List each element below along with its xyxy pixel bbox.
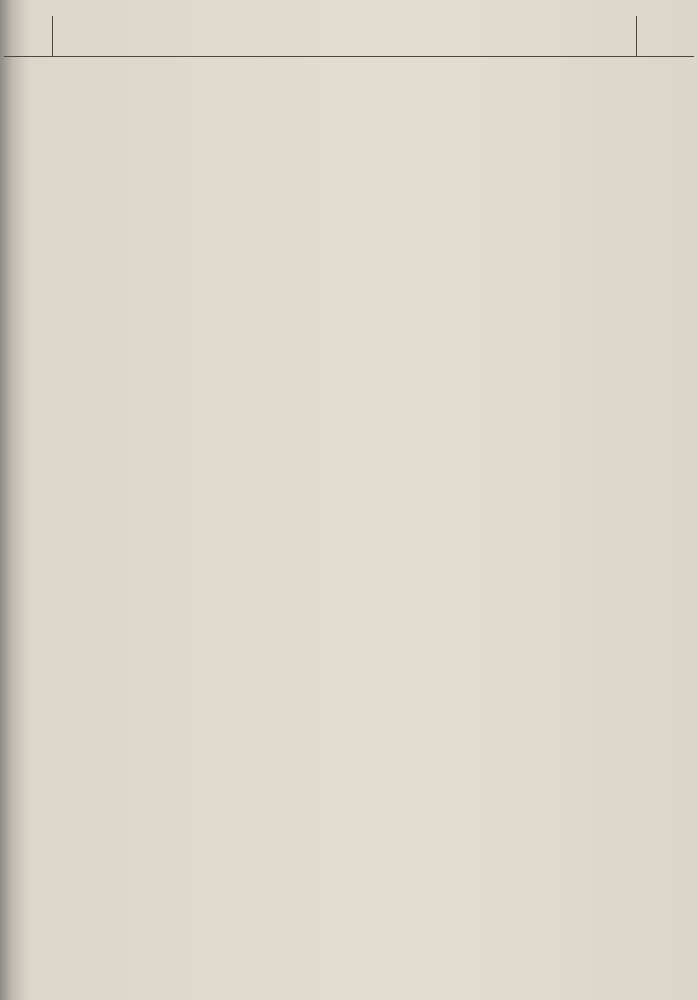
group-title — [52, 16, 636, 57]
table-header — [4, 16, 694, 57]
vegetation-header — [636, 16, 694, 57]
corner-header — [4, 16, 52, 57]
